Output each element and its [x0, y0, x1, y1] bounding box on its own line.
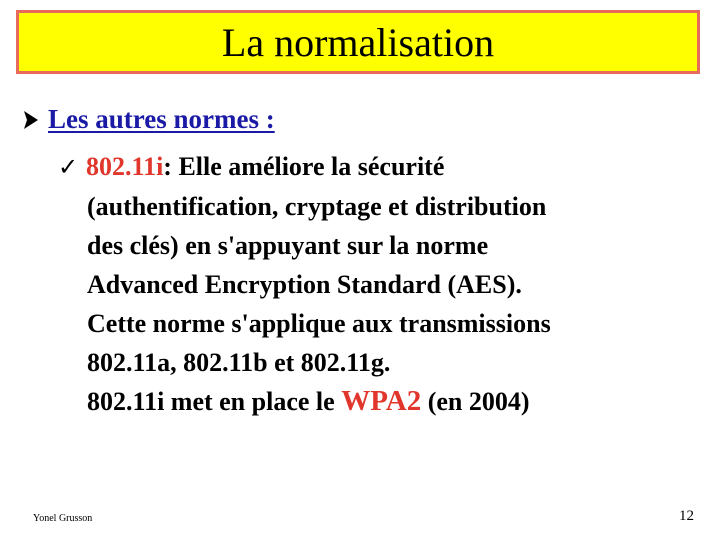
sub-line-5: Cette norme s'applique aux transmissions	[87, 309, 551, 338]
bullet-level1	[22, 106, 275, 133]
sub-line-2: (authentification, cryptage et distribution	[87, 192, 547, 221]
sub-bullet-first-line	[58, 147, 708, 187]
sub-line-1: : Elle améliore la sécurité	[163, 152, 445, 181]
check-icon: ✓	[58, 153, 79, 181]
footer-author: Yonel Grusson	[33, 513, 93, 524]
slide-title: La normalisation	[221, 20, 495, 65]
wpa2-highlight: WPA2	[341, 385, 422, 417]
title-banner	[16, 10, 700, 74]
sub-bullet-block	[58, 147, 708, 421]
standard-name: 802.11i	[86, 152, 164, 181]
page-number: 12	[679, 508, 694, 524]
sub-line-6: 802.11a, 802.11b et 802.11g.	[87, 348, 391, 377]
sub-line-3: des clés) en s'appuyant sur la norme	[87, 231, 489, 260]
sub-line-7-before: 802.11i met en place le	[87, 387, 342, 416]
sub-line-7	[58, 382, 708, 421]
arrow-bullet-icon	[22, 109, 40, 131]
sub-line-4: Advanced Encryption Standard (AES).	[87, 270, 522, 299]
sub-line-7-after: (en 2004)	[421, 387, 530, 416]
bullet-level1-text: Les autres normes :	[48, 104, 275, 134]
